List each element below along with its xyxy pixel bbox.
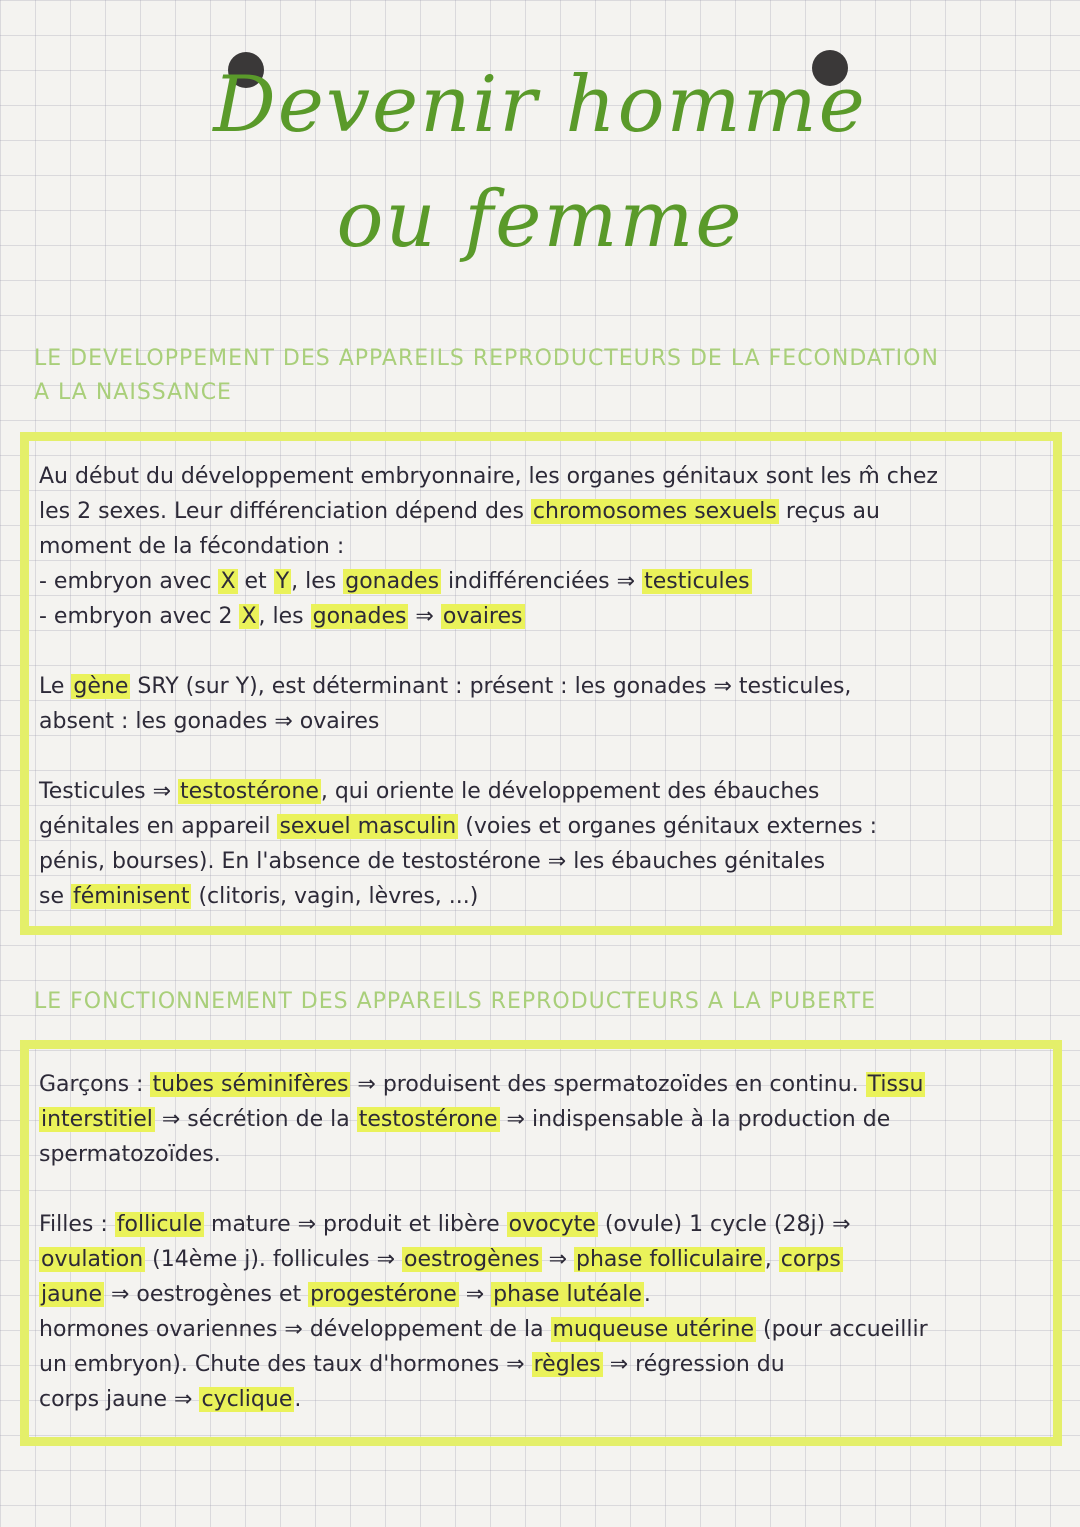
note-text: ⇒ produisent des spermatozoïdes en continu. <box>350 1072 866 1097</box>
note-line <box>29 739 1053 774</box>
highlighted-term: gonades <box>345 569 440 594</box>
highlighted-term: cyclique <box>201 1387 293 1412</box>
note-text: SRY (sur Y), est déterminant : présent : les gonades ⇒ testicules, <box>130 674 852 699</box>
note-text: Garçons : <box>39 1072 151 1097</box>
highlighted-term: Y <box>275 569 290 594</box>
note-text: Testicules ⇒ <box>39 779 179 804</box>
note-text: . <box>643 1282 651 1307</box>
section1-heading-line: A LA NAISSANCE <box>34 380 232 405</box>
note-text: ⇒ <box>541 1247 574 1272</box>
highlighted-term: interstitiel <box>41 1107 153 1132</box>
highlighted-term: testicules <box>644 569 750 594</box>
note-text: ⇒ sécrétion de la <box>154 1107 357 1132</box>
note-text: - embryon avec <box>39 569 219 594</box>
note-line <box>29 1172 1053 1207</box>
page-title-line1: Devenir homme <box>213 60 867 150</box>
note-text: Le <box>39 674 72 699</box>
note-text: les 2 sexes. Leur différenciation dépend des <box>39 499 531 524</box>
note-line <box>29 1347 1053 1382</box>
section2-heading-line: LE FONCTIONNEMENT DES APPAREILS REPRODUCTEURS A LA PUBERTE <box>34 989 877 1014</box>
note-text: , <box>764 1247 779 1272</box>
note-line <box>29 1137 1053 1172</box>
note-text: un embryon). Chute des taux d'hormones ⇒ <box>39 1352 532 1377</box>
note-text: ⇒ <box>408 604 441 629</box>
highlighted-term: X <box>241 604 257 629</box>
note-text: mature ⇒ produit et libère <box>204 1212 507 1237</box>
note-line <box>29 844 1053 879</box>
note-line <box>29 1207 1053 1242</box>
note-line <box>29 1312 1053 1347</box>
highlighted-term: phase lutéale <box>493 1282 642 1307</box>
highlighted-term: ovaires <box>442 604 523 629</box>
note-text: , les <box>291 569 344 594</box>
note-text: Au début du développement embryonnaire, les organes génitaux sont les m̂ chez <box>39 464 938 489</box>
highlighted-term: progestérone <box>310 1282 457 1307</box>
highlighted-term: règles <box>533 1352 601 1377</box>
note-text: (pour accueillir <box>756 1317 928 1342</box>
note-line <box>29 634 1053 669</box>
note-line <box>29 1242 1053 1277</box>
note-text: génitales en appareil <box>39 814 278 839</box>
highlighted-term: phase folliculaire <box>576 1247 763 1272</box>
note-text: moment de la fécondation : <box>39 534 345 559</box>
highlighted-term: testostérone <box>180 779 319 804</box>
note-line <box>29 459 1053 494</box>
note-text: (ovule) 1 cycle (28j) ⇒ <box>597 1212 851 1237</box>
note-text: pénis, bourses). En l'absence de testostérone ⇒ les ébauches génitales <box>39 849 826 874</box>
note-text: se <box>39 884 71 909</box>
note-line <box>29 1382 1053 1417</box>
section2-note-box <box>20 1040 1062 1446</box>
highlighted-term: gène <box>73 674 129 699</box>
highlighted-term: oestrogènes <box>404 1247 540 1272</box>
note-line <box>29 1102 1053 1137</box>
note-text: ⇒ <box>458 1282 492 1307</box>
note-text: corps jaune ⇒ <box>39 1387 200 1412</box>
highlighted-term: corps <box>780 1247 841 1272</box>
note-line <box>29 564 1053 599</box>
highlighted-term: gonades <box>312 604 407 629</box>
note-text: et <box>237 569 274 594</box>
note-text: - embryon avec 2 <box>39 604 240 629</box>
page-title-line2: ou femme <box>336 175 744 265</box>
section1-note-box <box>20 432 1062 935</box>
note-line <box>29 1067 1053 1102</box>
note-text: , les <box>258 604 311 629</box>
highlighted-term: X <box>220 569 236 594</box>
note-line <box>29 1277 1053 1312</box>
section2-heading <box>34 985 1074 1019</box>
section1-heading <box>34 342 1074 410</box>
highlighted-term: tubes séminifères <box>152 1072 349 1097</box>
note-text: reçus au <box>778 499 880 524</box>
highlighted-term: féminisent <box>73 884 190 909</box>
note-text: ⇒ régression du <box>602 1352 785 1377</box>
note-line <box>29 494 1053 529</box>
highlighted-term: ovocyte <box>508 1212 596 1237</box>
note-text: hormones ovariennes ⇒ développement de la <box>39 1317 551 1342</box>
section1-heading-line: LE DEVELOPPEMENT DES APPAREILS REPRODUCTEURS DE LA FECONDATION <box>34 346 939 371</box>
note-line <box>29 774 1053 809</box>
note-line <box>29 529 1053 564</box>
note-text: . <box>294 1387 302 1412</box>
highlighted-term: chromosomes sexuels <box>532 499 777 524</box>
highlighted-term: sexuel masculin <box>279 814 457 839</box>
highlighted-term: muqueuse utérine <box>552 1317 755 1342</box>
note-line <box>29 599 1053 634</box>
note-line <box>29 704 1053 739</box>
highlighted-term: follicule <box>116 1212 203 1237</box>
note-text: (14ème j). follicules ⇒ <box>145 1247 403 1272</box>
note-text: ⇒ oestrogènes et <box>104 1282 309 1307</box>
highlighted-term: Tissu <box>867 1072 924 1097</box>
highlighted-term: jaune <box>41 1282 103 1307</box>
highlighted-term: ovulation <box>41 1247 144 1272</box>
note-line <box>29 669 1053 704</box>
note-text: ⇒ indispensable à la production de <box>499 1107 891 1132</box>
note-line <box>29 879 1053 914</box>
note-text: indifférenciées ⇒ <box>441 569 643 594</box>
note-line <box>29 809 1053 844</box>
note-text: (clitoris, vagin, lèvres, ...) <box>191 884 479 909</box>
note-text: (voies et organes génitaux externes : <box>458 814 878 839</box>
note-text: , qui oriente le développement des ébauches <box>320 779 820 804</box>
note-text: absent : les gonades ⇒ ovaires <box>39 709 380 734</box>
highlighted-term: testostérone <box>358 1107 498 1132</box>
note-text: Filles : <box>39 1212 115 1237</box>
note-text: spermatozoïdes. <box>39 1142 221 1167</box>
